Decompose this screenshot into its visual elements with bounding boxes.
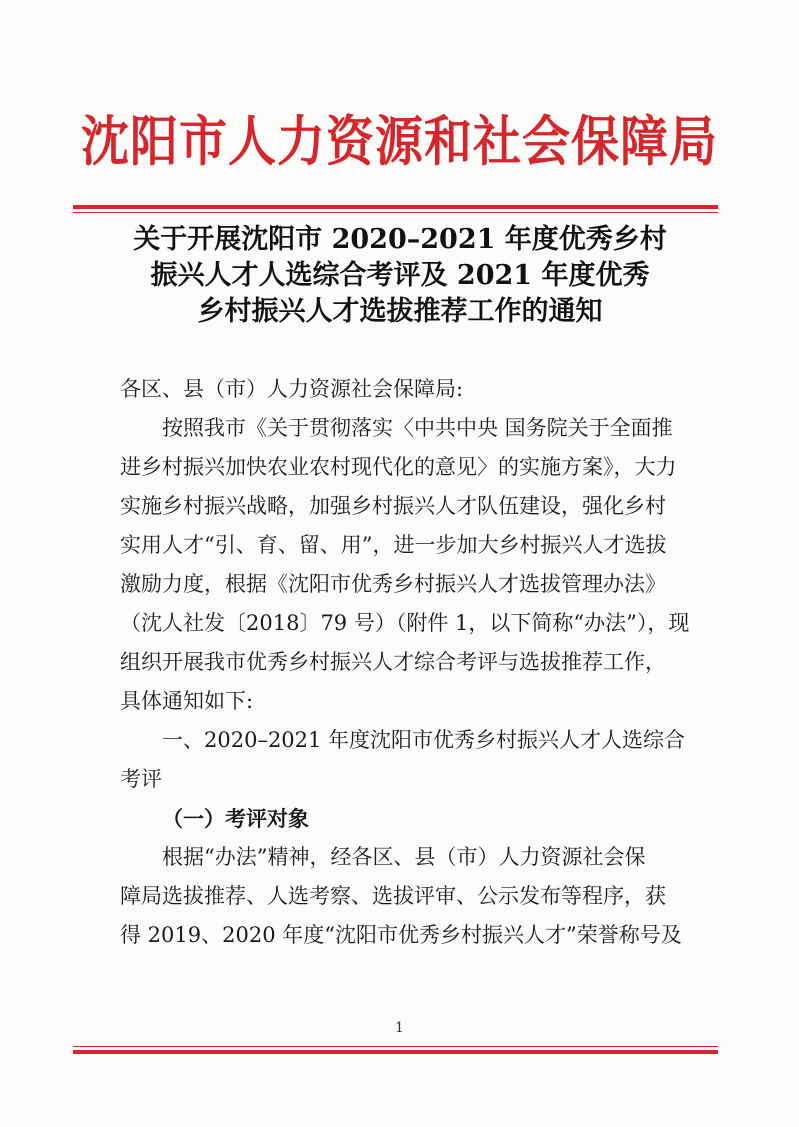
title-line: 乡村振兴人才选拔推荐工作的通知: [197, 296, 603, 327]
paragraph-line: 实用人才“引、育、留、用”，进一步加大乡村振兴人才选拔: [120, 533, 667, 557]
paragraph-line: 具体通知如下:: [120, 689, 254, 713]
paragraph-line: 进乡村振兴加快农业农村现代化的意见〉的实施方案》，大力: [120, 455, 677, 479]
footer-rule-thin: [73, 1046, 718, 1047]
document-title: [90, 222, 710, 330]
paragraph-line: 按照我市《关于贯彻落实〈中共中央 国务院关于全面推: [162, 416, 673, 440]
paragraph-line: 得 2019、2020 年度“沈阳市优秀乡村振兴人才”荣誉称号及: [120, 923, 682, 947]
letterhead-org-name: 沈阳市人力资源和社会保障局: [80, 110, 718, 174]
paragraph-line: 激励力度，根据《沈阳市优秀乡村振兴人才选拔管理办法》: [120, 572, 666, 596]
footer-rule-thick: [73, 1050, 718, 1054]
paragraph-line: 组织开展我市优秀乡村振兴人才综合考评与选拔推荐工作，: [120, 650, 666, 674]
section-heading: 考评: [120, 767, 162, 791]
document-body: [120, 370, 692, 955]
section-heading: 一、2020–2021 年度沈阳市优秀乡村振兴人才人选综合: [162, 728, 686, 752]
subsection-heading: （一）考评对象: [162, 806, 309, 831]
title-line: 关于开展沈阳市 2020–2021 年度优秀乡村: [133, 224, 667, 255]
paragraph-line: 根据“办法”精神，经各区、县（市）人力资源社会保: [162, 845, 646, 869]
title-line: 振兴人才人选综合考评及 2021 年度优秀: [150, 260, 650, 291]
salutation: 各区、县（市）人力资源社会保障局:: [120, 377, 464, 401]
paragraph-line: 实施乡村振兴战略，加强乡村振兴人才队伍建设，强化乡村: [120, 494, 666, 518]
letterhead-rule-thick: [73, 205, 718, 209]
page-number: 1: [395, 1020, 404, 1036]
paragraph-line: 障局选拔推荐、人选考察、选拔评审、公示发布等程序，获: [120, 884, 666, 908]
paragraph-line: （沈人社发〔2018〕79 号）（附件 1，以下简称“办法”），现: [120, 611, 690, 635]
letterhead-rule-thin: [73, 212, 718, 213]
